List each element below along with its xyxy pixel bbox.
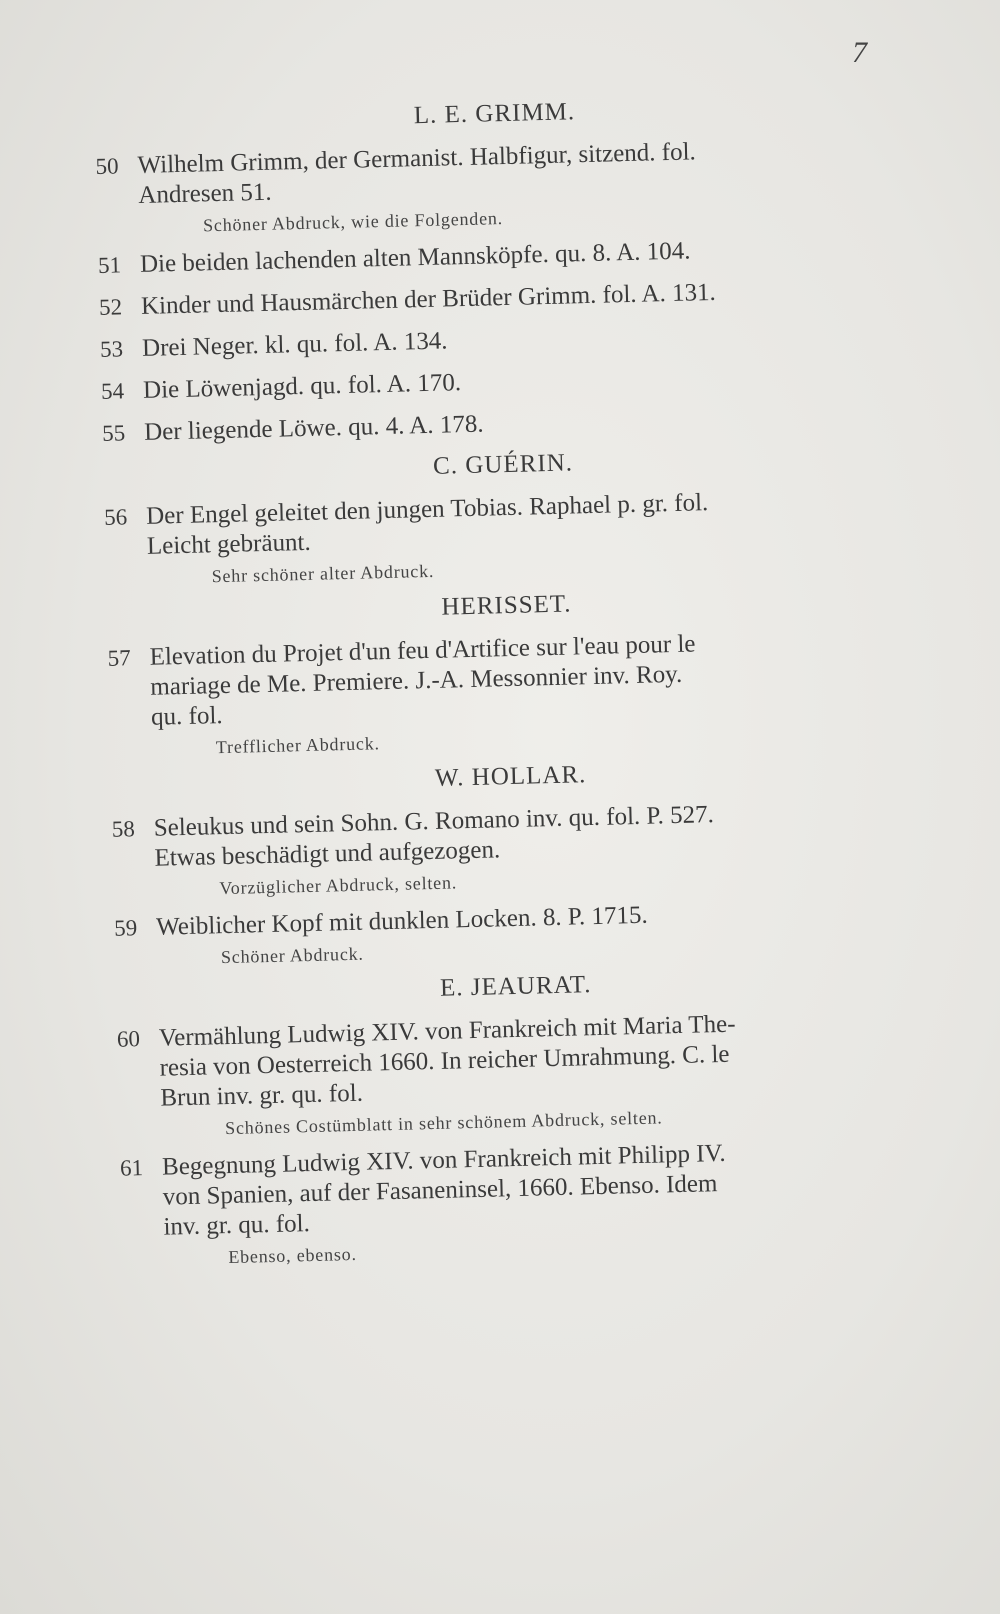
entry-description [159, 1005, 919, 1113]
entry-note: Vorzüglicher Abdruck, selten. [219, 872, 458, 899]
artist-heading: W. HOLLAR. [434, 761, 587, 792]
entry-line: von Spanien, auf der Fasaneninsel, 1660. Ebenso. Idem [162, 1170, 718, 1211]
entry-description [153, 795, 912, 874]
catalogue-entry [120, 1134, 923, 1271]
artist-heading: HERISSET. [441, 590, 572, 621]
entry-line: Der liegende Löwe. qu. 4. A. 178. [143, 410, 484, 446]
entry-line: Vermählung Ludwig XIV. von Frankreich mit Maria The- [158, 1010, 736, 1052]
page-number: 7 [852, 36, 867, 69]
entry-number: 56 [103, 504, 128, 530]
entry-line: Drei Neger. kl. qu. fol. A. 134. [141, 327, 448, 362]
entry-number: 57 [107, 645, 131, 671]
entry-line: inv. gr. qu. fol. [163, 1210, 311, 1241]
catalogue-entry [100, 315, 900, 365]
entry-description [143, 357, 902, 406]
catalogue-body [94, 80, 923, 1282]
entry-number: 51 [97, 252, 122, 278]
entry-number: 61 [119, 1155, 144, 1181]
entry-line: Die beiden lachenden alten Mannsköpfe. qu. 8. A. 104. [139, 237, 691, 278]
artist-heading: E. JEAURAT. [439, 971, 592, 1002]
entry-number: 52 [98, 294, 123, 320]
artist-heading: C. GUÉRIN. [432, 449, 574, 480]
entry-description [149, 624, 909, 732]
catalogue-entry [117, 1005, 920, 1142]
entry-note: Schönes Costümblatt in sehr schönem Abdruck, selten. [224, 1107, 663, 1139]
catalogue-entry [107, 624, 910, 761]
catalogue-entry [102, 399, 902, 449]
entry-line: Kinder und Hausmärchen der Brüder Grimm. fol. A. 131. [140, 278, 717, 320]
entry-description [144, 399, 903, 448]
entry-number: 53 [99, 336, 124, 362]
entry-line: mariage de Me. Premiere. J.-A. Messonnier inv. Roy. [150, 660, 683, 701]
entry-line: Etwas beschädigt und aufgezogen. [154, 836, 501, 872]
entry-line: Die Löwenjagd. qu. fol. A. 170. [142, 369, 462, 404]
entry-note: Schöner Abdruck. [220, 943, 364, 968]
catalogue-entry [114, 894, 915, 971]
artist-section [110, 753, 915, 970]
entry-note: Ebenso, ebenso. [228, 1243, 358, 1268]
catalogue-entry [101, 357, 901, 407]
entry-line: Begegnung Ludwig XIV. von Frankreich mit Philipp IV. [161, 1139, 726, 1181]
entry-number: 55 [101, 420, 126, 446]
entry-line: Brun inv. gr. qu. fol. [160, 1079, 364, 1112]
entry-number: 50 [95, 153, 119, 179]
catalogue-entry [95, 132, 897, 239]
artist-heading: L. E. GRIMM. [413, 98, 576, 130]
entry-line: Seleukus und sein Sohn. G. Romano inv. qu. fol. P. 527. [153, 801, 715, 842]
entry-line: qu. fol. [150, 702, 223, 731]
catalogue-entry [111, 795, 913, 902]
entry-note: Schöner Abdruck, wie die Folgenden. [202, 208, 504, 236]
entry-line: resia von Oesterreich 1660. In reicher Umrahmung. C. le [159, 1040, 730, 1082]
catalogue-entry [104, 483, 906, 590]
entry-line: Andresen 51. [138, 178, 272, 209]
entry-line: Weiblicher Kopf mit dunklen Locken. 8. P. 1715. [155, 901, 649, 941]
entry-number: 59 [113, 915, 138, 941]
artist-section [106, 582, 910, 760]
entry-description [141, 273, 900, 322]
entry-number: 58 [111, 816, 136, 842]
entry-description [146, 483, 905, 562]
entry-description [142, 315, 901, 364]
entry-number: 60 [116, 1026, 141, 1052]
artist-section [94, 90, 902, 448]
entry-description [140, 231, 899, 280]
entry-line: Leicht gebräunt. [146, 528, 312, 560]
entry-description [137, 132, 896, 211]
entry-number: 54 [100, 378, 125, 404]
entry-description [162, 1134, 922, 1242]
entry-note: Trefflicher Abdruck. [215, 733, 381, 758]
catalogue-entry [98, 231, 898, 281]
entry-line: Der Engel geleitet den jungen Tobias. Raphael p. gr. fol. [145, 489, 709, 530]
entry-line: Wilhelm Grimm, der Germanist. Halbfigur, sitzend. fol. [137, 138, 697, 179]
entry-line: Elevation du Projet d'un feu d'Artifice sur l'eau pour le [149, 630, 696, 671]
artist-section [116, 963, 923, 1270]
entry-note: Sehr schöner alter Abdruck. [211, 560, 435, 587]
catalogue-entry [99, 273, 899, 323]
artist-section [103, 441, 906, 590]
